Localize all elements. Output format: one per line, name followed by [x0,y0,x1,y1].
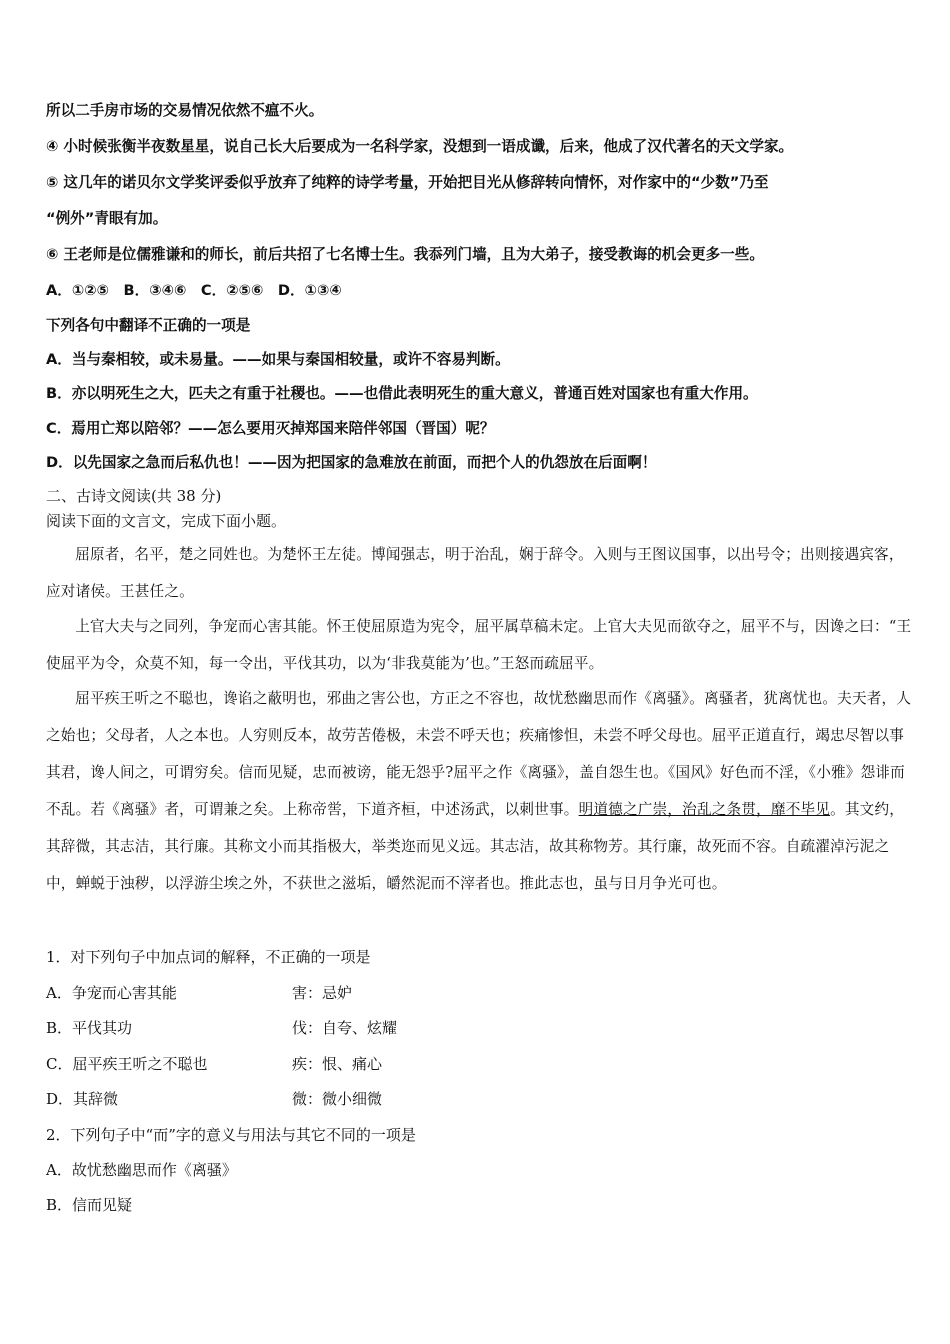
text-line: ⑥ 王老师是位儒雅谦和的师长，前后共招了七名博士生。我忝列门墙，且为大弟子，接受教诲的机会更多一些。 [46,246,764,263]
q1-gloss-b: 伐：自夸、炫耀 [292,1019,398,1037]
q1-option-a: A．争宠而心害其能 [46,984,177,1002]
option-a: A．当与秦相较，或未易量。——如果与秦国相较量，或许不容易判断。 [46,351,510,368]
section-heading: 二、古诗文阅读(共 38 分) [46,487,222,505]
passage-paragraph-1: 屈原者，名平，楚之同姓也。为楚怀王左徒。博闻强志，明于治乱，娴于辞令。入则与王图议国事，以出号令；出则接遇宾客，应对诸侯。王甚任之。 [46,546,904,600]
q2-option-b: B．信而见疑 [46,1196,133,1214]
text-line: ④ 小时候张衡半夜数星星，说自己长大后要成为一名科学家，没想到一语成谶，后来，他成了汉代著名的天文学家。 [46,138,794,155]
option-b: B．亦以明死生之大，匹夫之有重于社稷也。——也借此表明死生的重大意义，普通百姓对国家也有重大作用。 [46,385,758,402]
text-line: ⑤ 这几年的诺贝尔文学奖评委似乎放弃了纯粹的诗学考量，开始把目光从修辞转向情怀，对作家中的“少数”乃至 [46,174,769,191]
q1-gloss-d: 微：微小细微 [292,1090,383,1108]
answer-choices: A．①②⑤ B．③④⑥ C．②⑤⑥ D．①③④ [46,282,342,299]
q1-option-c: C．屈平疾王听之不聪也 [46,1055,208,1073]
passage-paragraph-2: 上官大夫与之同列，争宠而心害其能。怀王使屈原造为宪令，屈平属草稿未定。上官大夫见而欲夺之，屈平不与，因谗之曰：“王使屈平为令，众莫不知，每一令出，平伐其功，以为‘非我莫能为’也。”王怒而疏屈平。 [46,618,912,672]
option-d: D．以先国家之急而后私仇也！——因为把国家的急难放在前面，而把个人的仇怨放在后面啊！ [46,454,657,471]
q2-option-a: A．故忧愁幽思而作《离骚》 [46,1161,237,1179]
text-line: “例外”青眼有加。 [46,210,168,227]
question-1-stem: 1．对下列句子中加点词的解释，不正确的一项是 [46,948,371,966]
question-stem: 下列各句中翻译不正确的一项是 [46,317,251,334]
q1-option-d: D．其辞微 [46,1090,119,1108]
option-c: C．焉用亡郑以陪邻？——怎么要用灭掉郑国来陪伴邻国（晋国）呢？ [46,420,495,437]
passage-paragraph-3 [46,680,914,902]
passage-text: 。其文约，其辞微，其志洁，其行廉。其称文小而其指极大，举类迩而见义远。其志洁，故其称物芳。其行廉，故死而不容。自疏濯淖污泥之中，蝉蜕于浊秽，以浮游尘埃之外，不获世之滋垢，皭然泥而不滓者也。推此志也，虽与日月争光可也。 [46,801,905,892]
text-line: 所以二手房市场的交易情况依然不瘟不火。 [46,102,324,119]
underlined-sentence: 明道德之广崇，治乱之条贯，靡不毕见 [578,801,831,818]
question-2-stem: 2．下列句子中“而”字的意义与用法与其它不同的一项是 [46,1126,416,1144]
section-instruction: 阅读下面的文言文，完成下面小题。 [46,512,287,530]
q1-gloss-c: 疾：恨、痛心 [292,1055,383,1073]
passage-text: 屈平疾王听之不聪也，谗谄之蔽明也，邪曲之害公也，方正之不容也，故忧愁幽思而作《离骚》。离骚者，犹离忧也。夫天者，人之始也；父母者，人之本也。人穷则反本，故劳苦倦极，未尝不呼天也；疾痛惨怛，未尝不呼父母也。屈平正道直行，竭忠尽智以事其君，谗人间之，可谓穷矣。信而见疑，忠而被谤，能无怨乎?屈平之作《离骚》，盖自怨生也。《国风》好色而不淫，《小雅》怨诽而不乱。若《离骚》者，可谓兼之矣。上称帝喾，下道齐桓，中述汤武，以刺世事。 [46,690,912,818]
q1-option-b: B．平伐其功 [46,1019,133,1037]
q1-gloss-a: 害：忌妒 [292,984,353,1002]
